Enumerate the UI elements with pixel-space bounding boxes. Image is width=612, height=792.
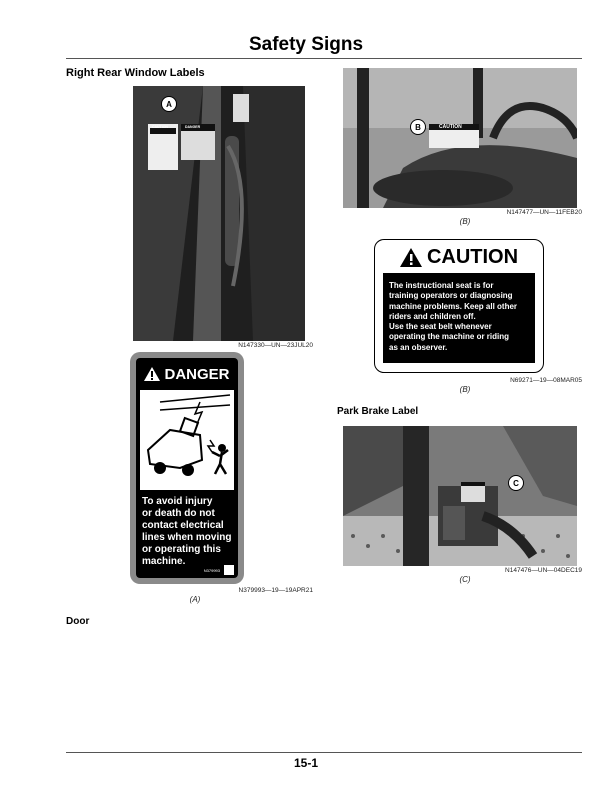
danger-decal — [130, 352, 244, 584]
caution-message-line: riders and children off. — [389, 311, 476, 321]
figure-code-photo-a: N147330—UN—23JUL20 — [238, 342, 313, 349]
photo-instructional-seat — [343, 68, 577, 208]
caution-message-line: as an observer. — [389, 342, 448, 352]
caution-message-line: Use the seat belt whenever — [389, 322, 492, 332]
danger-message — [142, 496, 236, 568]
caption-b-photo: (B) — [459, 217, 471, 226]
footer-rule — [66, 752, 582, 753]
danger-message-line: or death do not — [142, 508, 215, 519]
mini-caution-label: CAUTION — [152, 125, 168, 129]
page-number: 15-1 — [293, 756, 319, 770]
caption-b-decal: (B) — [459, 385, 471, 394]
section-heading-door: Door — [66, 616, 90, 627]
caution-message — [383, 273, 535, 363]
photo-b-illustration — [343, 68, 577, 208]
page-title: Safety Signs — [248, 34, 364, 55]
callout-c: C — [508, 475, 524, 491]
caution-decal — [374, 239, 544, 373]
section-heading-park-brake: Park Brake Label — [337, 406, 419, 417]
machine-powerline-icon — [140, 390, 234, 490]
warning-triangle-icon — [144, 367, 160, 381]
danger-message-line: contact electrical — [142, 520, 224, 531]
photo-c-illustration — [343, 426, 577, 566]
figure-code-photo-c: N147476—UN—04DEC19 — [505, 567, 582, 574]
danger-message-line: To avoid injury — [142, 496, 213, 507]
figure-code-caution-decal: N69271—19—08MAR05 — [510, 377, 582, 384]
danger-header — [136, 362, 238, 386]
caution-signal-word: CAUTION — [426, 245, 519, 268]
callout-a: A — [161, 96, 177, 112]
danger-message-line: lines when moving — [142, 532, 232, 543]
section-heading-right-rear-window: Right Rear Window Labels — [66, 67, 205, 79]
danger-message-line: or operating this — [142, 544, 221, 555]
caution-message-line: operating the machine or riding — [389, 332, 510, 342]
mini-caution-label: CAUTION — [439, 124, 462, 130]
danger-decal-inner — [136, 358, 238, 578]
caption-a: (A) — [189, 595, 201, 604]
mini-danger-label: DANGER — [185, 125, 201, 129]
photo-park-brake — [343, 426, 577, 566]
danger-message-line: machine. — [142, 556, 186, 567]
figure-code-photo-b: N147477—UN—11FEB20 — [506, 209, 582, 216]
figure-code-danger-decal: N379993—19—19APR21 — [238, 587, 313, 594]
warning-triangle-icon — [400, 248, 422, 267]
caution-header — [375, 244, 543, 270]
caution-message-line: training operators or diagnosing — [389, 291, 513, 301]
danger-signal-word: DANGER — [164, 365, 230, 383]
qr-code-icon — [224, 565, 234, 575]
electrocution-hazard-pictogram — [140, 390, 234, 490]
caption-c: (C) — [459, 575, 471, 584]
danger-decal-code: N379993 — [203, 568, 220, 573]
photo-right-rear-window — [133, 86, 305, 341]
header-rule — [66, 58, 582, 59]
callout-b: B — [410, 119, 426, 135]
caution-message-line: machine problems. Keep all other — [389, 301, 518, 311]
caution-message-line: The instructional seat is for — [389, 281, 494, 290]
